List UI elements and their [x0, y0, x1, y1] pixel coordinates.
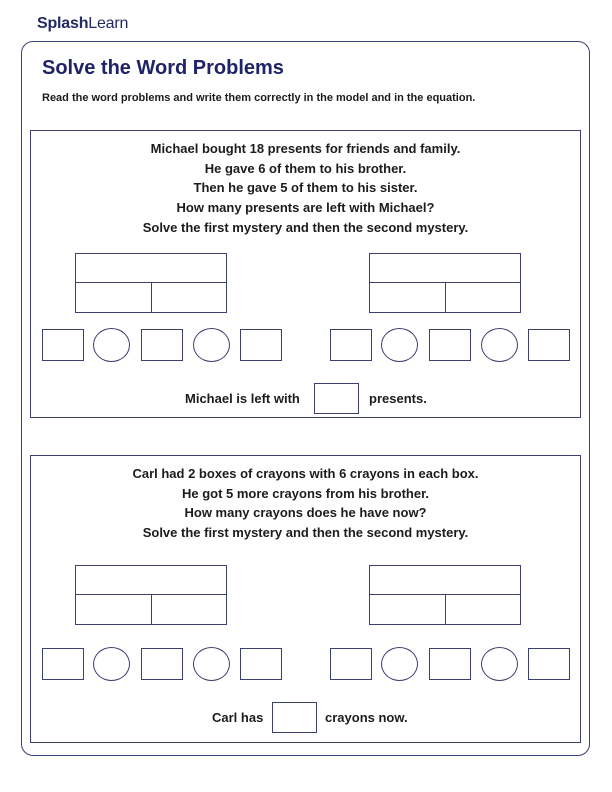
problem-1-text: [31, 139, 580, 238]
equation-operator-circle[interactable]: [93, 647, 130, 681]
problem-line: How many crayons does he have now?: [184, 505, 427, 521]
equation-result-box[interactable]: [240, 329, 282, 361]
equation-first: [42, 648, 285, 682]
bar-model-second: [369, 565, 521, 625]
answer-suffix: presents.: [369, 391, 427, 406]
bar-model-part-right[interactable]: [151, 282, 227, 313]
logo-bold: Splash: [37, 15, 89, 32]
answer-box[interactable]: [314, 383, 359, 414]
problem-2-text: [31, 464, 580, 543]
equation-number-box[interactable]: [429, 329, 471, 361]
equation-result-box[interactable]: [240, 648, 282, 680]
bar-model-part-left[interactable]: [75, 594, 152, 625]
word-problem-1: [30, 130, 581, 418]
equation-first: [42, 329, 285, 363]
equation-number-box[interactable]: [42, 329, 84, 361]
answer-prefix: Carl has: [212, 710, 264, 725]
bar-model-part-right[interactable]: [445, 594, 521, 625]
bar-model-whole[interactable]: [75, 565, 227, 595]
equation-number-box[interactable]: [141, 648, 183, 680]
equation-operator-circle[interactable]: [481, 647, 518, 681]
equation-second: [330, 329, 573, 363]
problem-line: Solve the first mystery and then the second mystery.: [142, 219, 469, 235]
splashlearn-logo: [37, 15, 128, 33]
bar-model-part-left[interactable]: [369, 282, 446, 313]
instructions: Read the word problems and write them correctly in the model and in the equation.: [42, 92, 476, 104]
answer-box[interactable]: [272, 702, 317, 733]
logo-light: Learn: [88, 15, 129, 32]
answer-suffix: crayons now.: [325, 710, 408, 725]
equation-number-box[interactable]: [141, 329, 183, 361]
problem-line: He gave 6 of them to his brother.: [204, 160, 407, 176]
bar-model-part-left[interactable]: [75, 282, 152, 313]
answer-prefix: Michael is left with: [185, 391, 300, 406]
equation-operator-circle[interactable]: [193, 328, 230, 362]
bar-model-whole[interactable]: [75, 253, 227, 283]
problem-line: Then he gave 5 of them to his sister.: [193, 180, 418, 196]
bar-model-whole[interactable]: [369, 253, 521, 283]
problem-line: Michael bought 18 presents for friends and family.: [150, 141, 461, 156]
problem-line: Solve the first mystery and then the second mystery.: [142, 525, 469, 541]
equation-second: [330, 648, 573, 682]
equation-operator-circle[interactable]: [481, 328, 518, 362]
bar-model-part-left[interactable]: [369, 594, 446, 625]
equation-operator-circle[interactable]: [381, 647, 418, 681]
problem-line: Carl had 2 boxes of crayons with 6 crayons in each box.: [132, 466, 479, 481]
equation-operator-circle[interactable]: [193, 647, 230, 681]
bar-model-first: [75, 253, 227, 313]
equation-number-box[interactable]: [330, 329, 372, 361]
word-problem-2: [30, 455, 581, 743]
page-title: Solve the Word Problems: [42, 57, 284, 79]
bar-model-first: [75, 565, 227, 625]
bar-model-whole[interactable]: [369, 565, 521, 595]
equation-number-box[interactable]: [42, 648, 84, 680]
equation-operator-circle[interactable]: [381, 328, 418, 362]
bar-model-second: [369, 253, 521, 313]
equation-result-box[interactable]: [528, 648, 570, 680]
equation-number-box[interactable]: [330, 648, 372, 680]
equation-number-box[interactable]: [429, 648, 471, 680]
equation-result-box[interactable]: [528, 329, 570, 361]
bar-model-part-right[interactable]: [445, 282, 521, 313]
bar-model-part-right[interactable]: [151, 594, 227, 625]
problem-line: He got 5 more crayons from his brother.: [181, 485, 430, 501]
problem-line: How many presents are left with Michael?: [176, 200, 435, 216]
equation-operator-circle[interactable]: [93, 328, 130, 362]
